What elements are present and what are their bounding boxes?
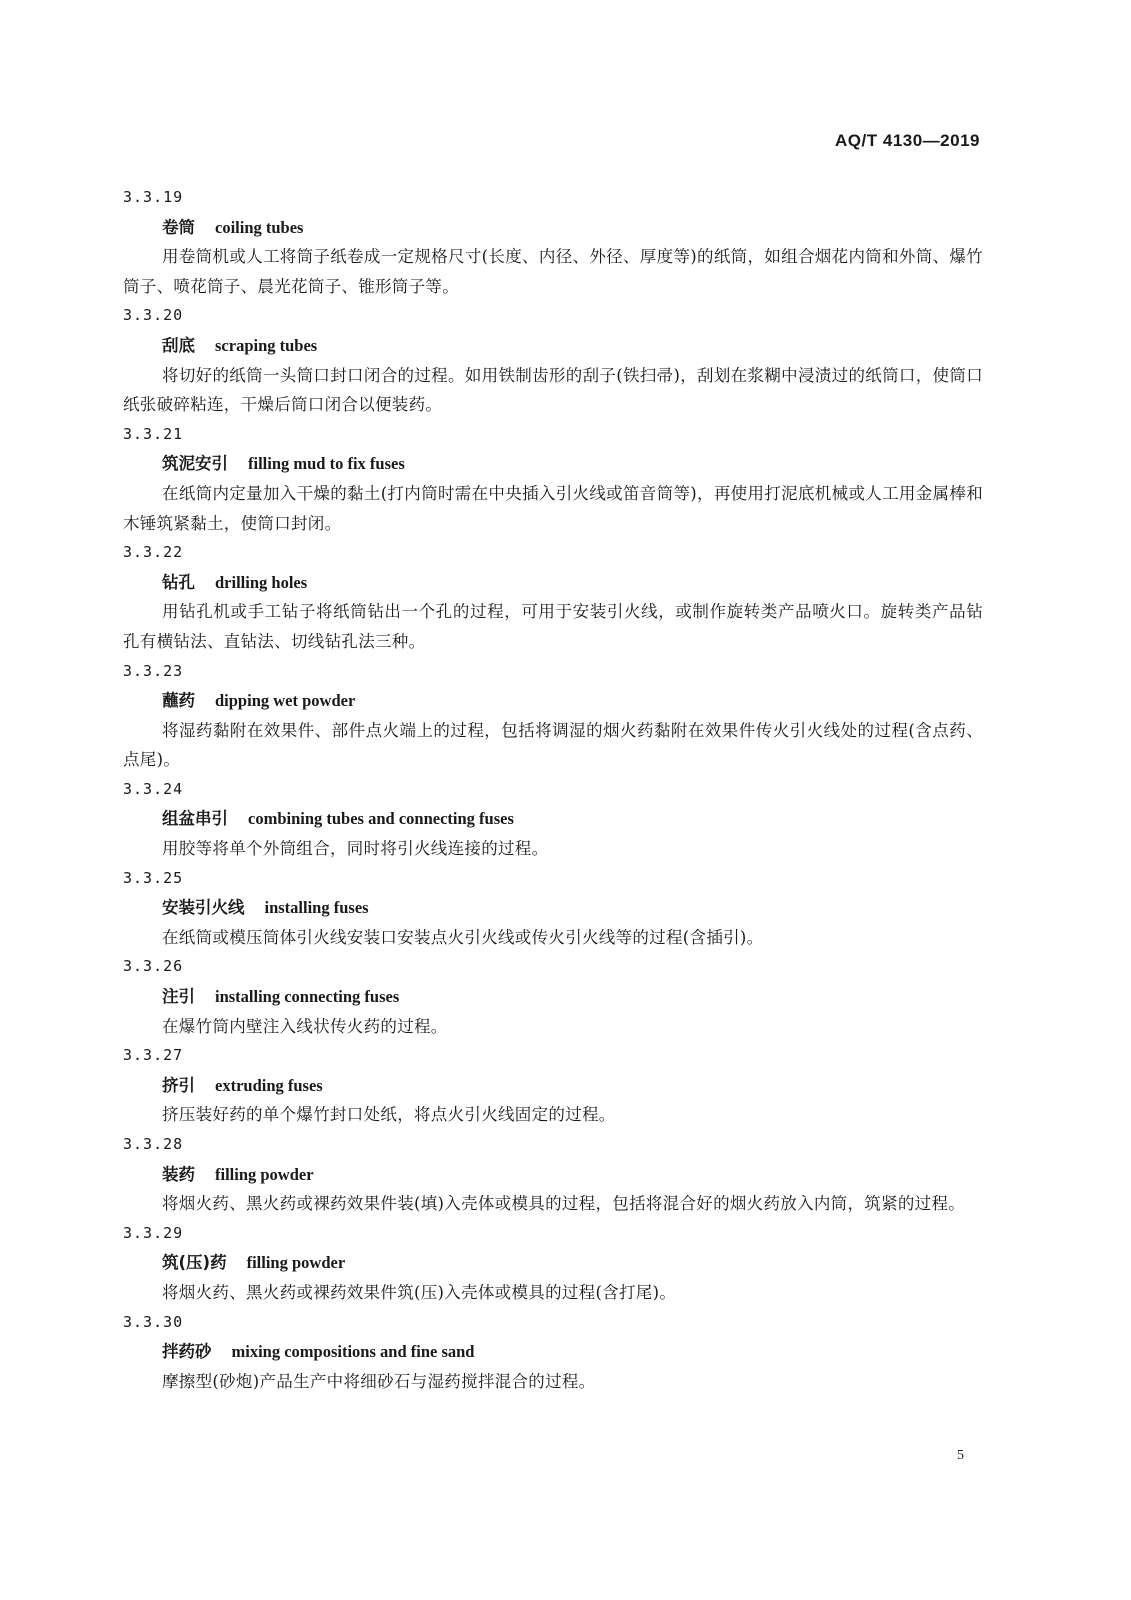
term-english: dipping wet powder	[215, 691, 356, 711]
term-chinese: 注引	[162, 987, 195, 1007]
term-chinese: 安装引火线	[162, 898, 245, 918]
term-chinese: 筑(压)药	[162, 1253, 227, 1273]
term-heading	[123, 1071, 983, 1101]
term-heading	[123, 1248, 983, 1278]
term-heading	[123, 449, 983, 479]
term-entry	[123, 538, 983, 656]
term-definition: 用胶等将单个外筒组合，同时将引火线连接的过程。	[162, 839, 549, 859]
term-entry	[123, 864, 983, 953]
clause-number: 3.3.23	[123, 661, 184, 680]
term-heading	[123, 893, 983, 923]
term-heading	[123, 1337, 983, 1367]
clause-number: 3.3.22	[123, 543, 184, 562]
term-heading	[123, 686, 983, 716]
term-entry	[123, 183, 983, 301]
term-entry	[123, 657, 983, 775]
term-entry	[123, 1130, 983, 1219]
term-definition: 将切好的纸筒一头筒口封口闭合的过程。如用铁制齿形的刮子(铁扫帚)，刮划在浆糊中浸渍过的纸筒口，使筒口纸张破碎粘连，干燥后筒口闭合以便装药。	[123, 365, 983, 415]
term-english: coiling tubes	[215, 217, 304, 237]
clause-number: 3.3.20	[123, 306, 184, 325]
term-chinese: 卷筒	[162, 217, 195, 237]
term-heading	[123, 982, 983, 1012]
term-definition: 将湿药黏附在效果件、部件点火端上的过程，包括将调湿的烟火药黏附在效果件传火引火线处的过程(含点药、点尾)。	[123, 720, 983, 770]
term-chinese: 筑泥安引	[162, 454, 228, 474]
term-heading	[123, 804, 983, 834]
clause-number: 3.3.26	[123, 957, 184, 976]
term-english: installing fuses	[264, 898, 369, 918]
term-english: filling powder	[215, 1164, 314, 1184]
term-english: installing connecting fuses	[215, 987, 400, 1007]
term-definition: 用卷筒机或人工将筒子纸卷成一定规格尺寸(长度、内径、外径、厚度等)的纸筒，如组合烟花内筒和外筒、爆竹筒子、喷花筒子、晨光花筒子、锥形筒子等。	[123, 247, 983, 296]
terms-list	[123, 183, 983, 1396]
term-chinese: 拌药砂	[162, 1342, 212, 1362]
term-definition: 在纸筒或模压筒体引火线安装口安装点火引火线或传火引火线等的过程(含插引)。	[162, 927, 764, 947]
term-english: drilling holes	[215, 572, 308, 592]
term-heading	[123, 213, 983, 243]
clause-number: 3.3.24	[123, 779, 184, 798]
term-english: scraping tubes	[215, 335, 318, 355]
term-chinese: 装药	[162, 1164, 195, 1184]
term-heading	[123, 331, 983, 361]
term-chinese: 刮底	[162, 335, 195, 355]
term-english: extruding fuses	[215, 1075, 323, 1095]
term-definition: 挤压装好药的单个爆竹封口处纸，将点火引火线固定的过程。	[162, 1105, 616, 1125]
term-definition: 在纸筒内定量加入干燥的黏土(打内筒时需在中央插入引火线或笛音筒等)，再使用打泥底机械或人工用金属棒和木锤筑紧黏土，使筒口封闭。	[123, 483, 983, 533]
term-chinese: 钻孔	[162, 572, 195, 592]
clause-number: 3.3.21	[123, 424, 184, 443]
term-entry	[123, 952, 983, 1041]
page-number: 5	[957, 1448, 964, 1463]
clause-number: 3.3.27	[123, 1046, 184, 1065]
term-chinese: 组盆串引	[162, 809, 228, 829]
term-heading	[123, 568, 983, 598]
term-english: filling mud to fix fuses	[248, 454, 405, 474]
clause-number: 3.3.19	[123, 188, 184, 206]
term-entry	[123, 775, 983, 864]
term-entry	[123, 1041, 983, 1130]
term-entry	[123, 420, 983, 538]
term-entry	[123, 301, 983, 419]
term-entry	[123, 1308, 983, 1397]
term-heading	[123, 1160, 983, 1190]
term-chinese: 蘸药	[162, 691, 195, 711]
term-english: filling powder	[246, 1253, 346, 1273]
term-definition: 将烟火药、黑火药或裸药效果件筑(压)入壳体或模具的过程(含打尾)。	[162, 1282, 677, 1302]
standard-code-header: AQ/T 4130—2019	[835, 131, 980, 150]
clause-number: 3.3.28	[123, 1135, 184, 1153]
term-definition: 将烟火药、黑火药或裸药效果件装(填)入壳体或模具的过程，包括将混合好的烟火药放入内筒，筑紧的过程。	[162, 1194, 966, 1214]
clause-number: 3.3.29	[123, 1223, 184, 1242]
term-definition: 用钻孔机或手工钻子将纸筒钻出一个孔的过程，可用于安装引火线，或制作旋转类产品喷火口。旋转类产品钻孔有横钻法、直钻法、切线钻孔法三种。	[123, 602, 983, 651]
term-definition: 摩擦型(砂炮)产品生产中将细砂石与湿药搅拌混合的过程。	[162, 1371, 596, 1391]
clause-number: 3.3.30	[123, 1312, 184, 1331]
term-entry	[123, 1219, 983, 1308]
term-definition: 在爆竹筒内壁注入线状传火药的过程。	[162, 1016, 448, 1036]
term-english: mixing compositions and fine sand	[231, 1342, 475, 1362]
term-english: combining tubes and connecting fuses	[248, 809, 514, 829]
clause-number: 3.3.25	[123, 868, 184, 887]
term-chinese: 挤引	[162, 1075, 195, 1095]
